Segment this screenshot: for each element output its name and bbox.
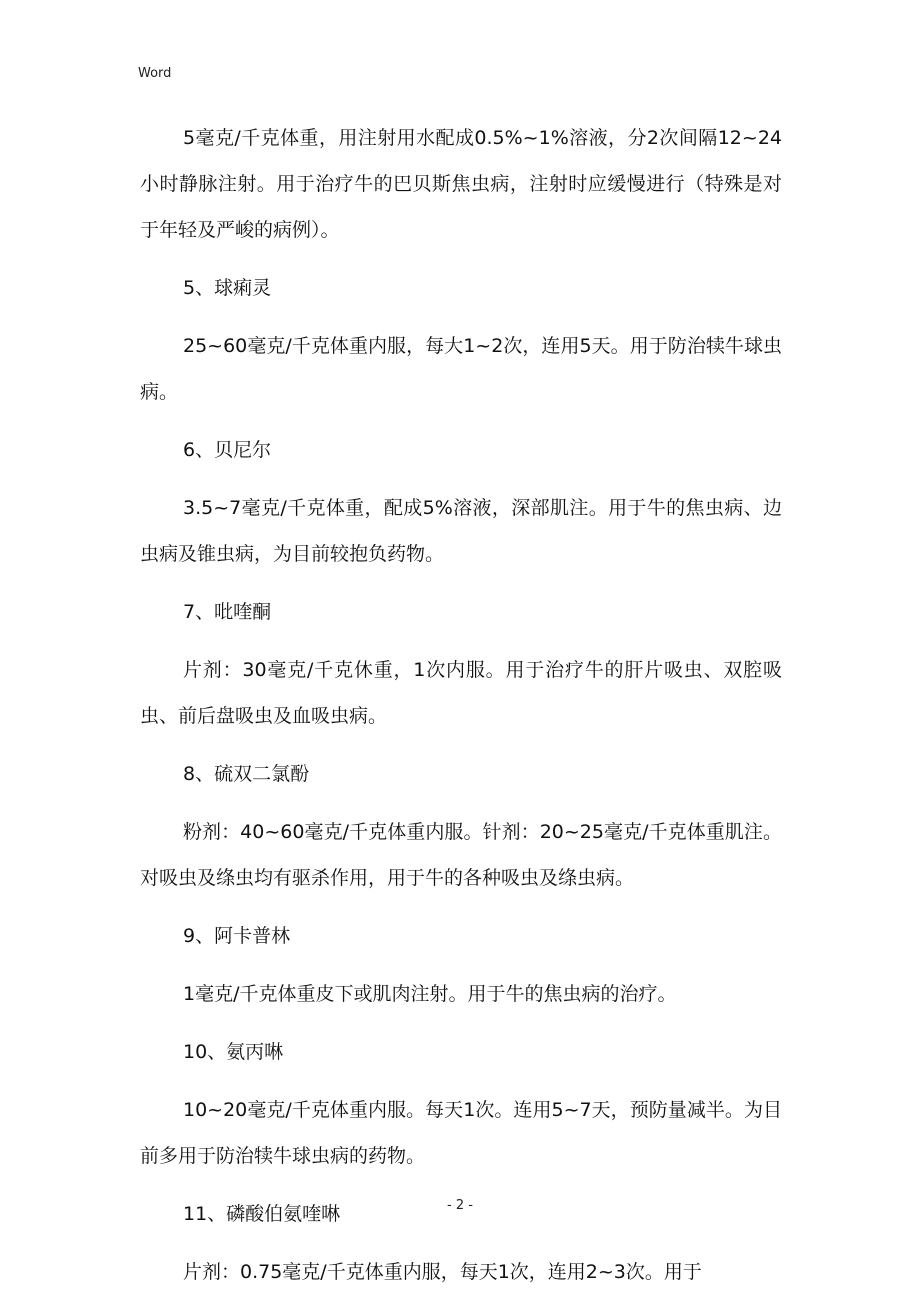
paragraph: 粉剂：40~60毫克/千克体重内服。针剂：20~25毫克/千克体重肌注。对吸虫及绦虫均有驱杀作用，用于牛的各种吸虫及绦虫病。: [140, 821, 782, 889]
paragraph: 25~60毫克/千克体重内服，每大1~2次，连用5天。用于防治犊牛球虫病。: [140, 335, 782, 403]
section-heading: 5、球痢灵: [183, 277, 272, 299]
paragraph: 3.5~7毫克/千克体重，配成5%溶液，深部肌注。用于牛的焦虫病、边虫病及锥虫病，为目前较抱负药物。: [140, 497, 782, 565]
paragraph: 片剂：0.75毫克/千克体重内服，每天1次，连用2~3次。用于: [183, 1261, 702, 1283]
document-body: [140, 115, 782, 1307]
section-heading: 11、磷酸伯氨喹啉: [183, 1203, 341, 1225]
paragraph: 5毫克/千克体重，用注射用水配成0.5%~1%溶液，分2次间隔12~24小时静脉注射。用于治疗牛的巴贝斯焦虫病，注射时应缓慢进行（特殊是对于年轻及严峻的病例）。: [140, 127, 782, 241]
paragraph: 10~20毫克/千克体重内服。每天1次。连用5~7天，预防量减半。为目前多用于防治犊牛球虫病的药物。: [140, 1099, 782, 1167]
paragraph: 片剂：30毫克/千克休重，1次内服。用于治疗牛的肝片吸虫、双腔吸虫、前后盘吸虫及血吸虫病。: [140, 659, 782, 727]
paragraph: 1毫克/千克体重皮下或肌肉注射。用于牛的焦虫病的治疗。: [183, 983, 677, 1005]
section-heading: 9、阿卡普林: [183, 925, 291, 947]
section-heading: 10、氨丙啉: [183, 1041, 284, 1063]
document-header-label: Word: [138, 66, 172, 81]
page-number: - 2 -: [447, 1198, 473, 1213]
section-heading: 8、硫双二氯酚: [183, 763, 310, 785]
section-heading: 6、贝尼尔: [183, 439, 272, 461]
section-heading: 7、吡喹酮: [183, 601, 272, 623]
